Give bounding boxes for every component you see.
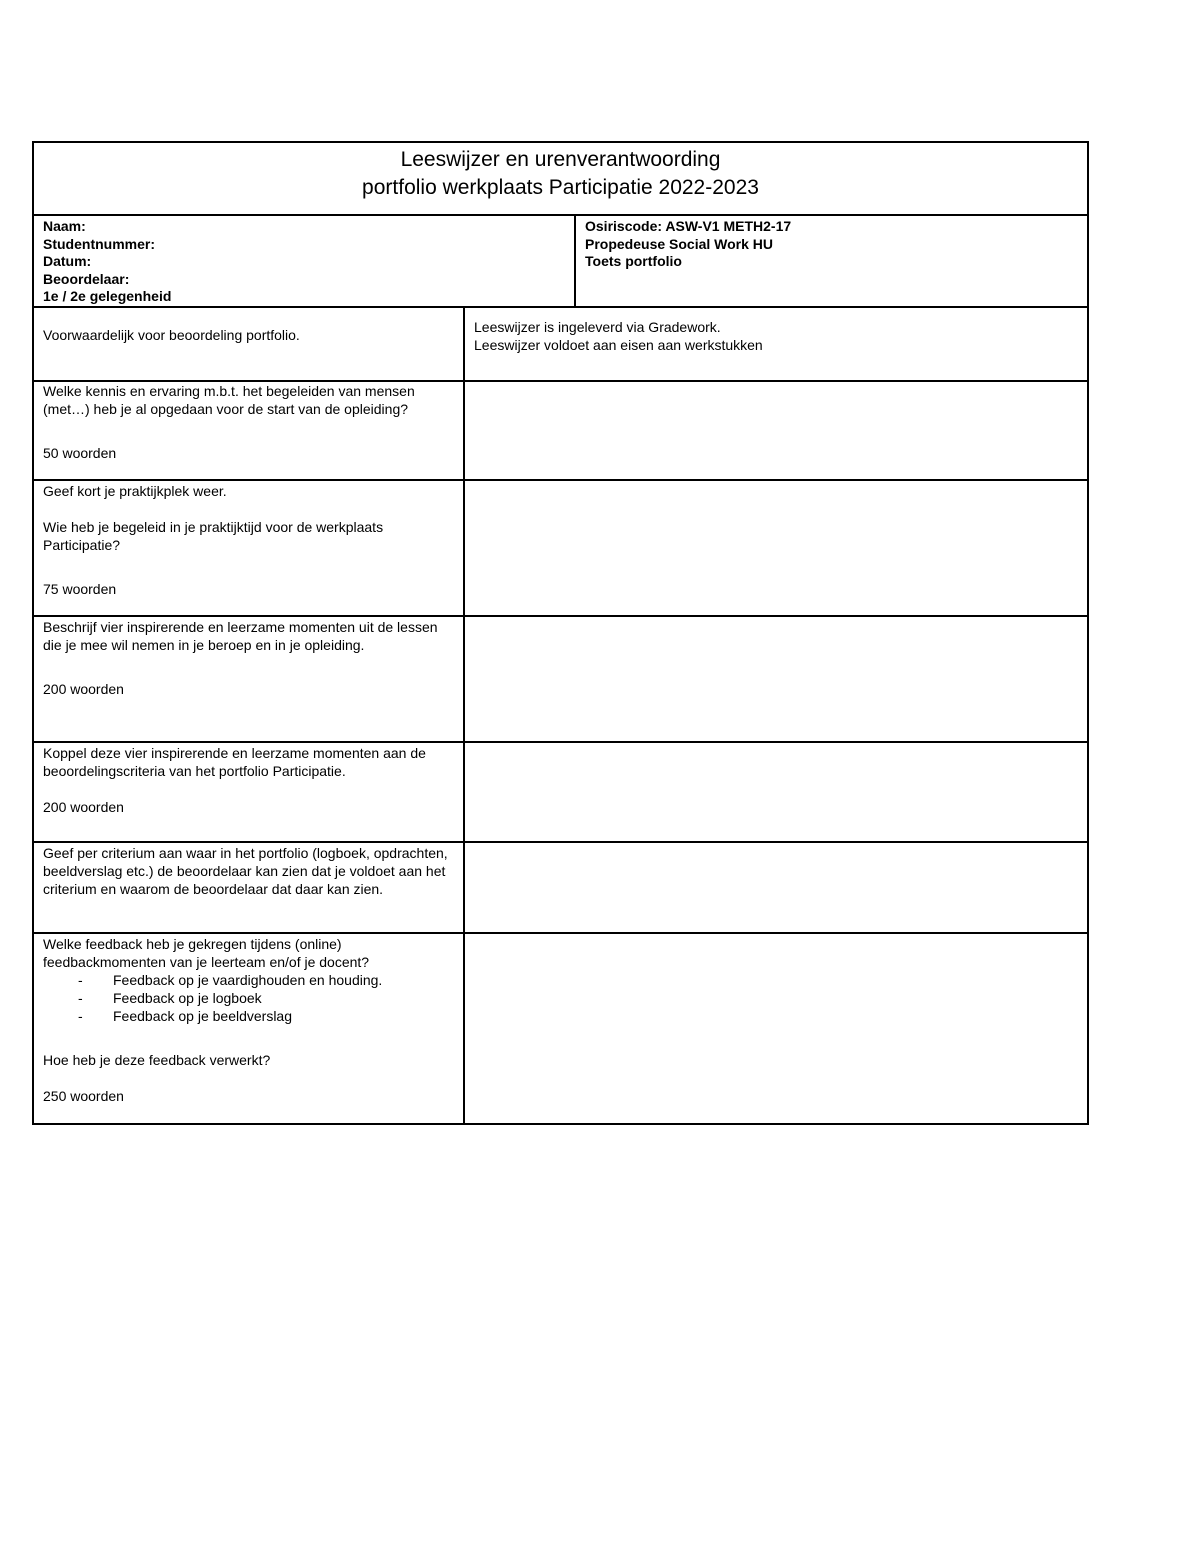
list-item: - Feedback op je logboek (43, 989, 454, 1007)
student-info-row (34, 216, 1087, 308)
question-cell (34, 934, 465, 1123)
question-text: Welke feedback heb je gekregen tijdens (online) feedbackmomenten van je leerteam en/of je docent? (43, 936, 370, 970)
answer-line: Leeswijzer voldoet aan eisen aan werkstukken (474, 337, 763, 353)
title-line-2: portfolio werkplaats Participatie 2022-2023 (362, 176, 759, 199)
question-cell (34, 308, 465, 380)
question-text: Beschrijf vier inspirerende en leerzame momenten uit de lessen die je mee wil nemen in je beroep en in je opleiding. (43, 619, 438, 653)
word-count: 250 woorden (43, 1088, 124, 1104)
question-text: Voorwaardelijk voor beoordeling portfolio. (43, 327, 300, 343)
document-title (34, 143, 1087, 216)
osiris-code: Osiriscode: ASW-V1 METH2-17 (585, 218, 792, 234)
question-cell (34, 743, 465, 841)
question-cell (34, 382, 465, 479)
list-item: - Feedback op je beeldverslag (43, 1007, 454, 1025)
question-text: Geef kort je praktijkplek weer. (43, 483, 227, 499)
table-row (34, 743, 1087, 843)
student-details-cell (34, 216, 576, 306)
word-count: 200 woorden (43, 681, 124, 697)
answer-cell[interactable] (465, 934, 1087, 1123)
answer-cell[interactable] (465, 617, 1087, 741)
question-text: Wie heb je begeleid in je praktijktijd voor de werkplaats Participatie? (43, 519, 384, 553)
question-cell (34, 617, 465, 741)
table-row (34, 843, 1087, 934)
table-row (34, 934, 1087, 1123)
program-name: Propedeuse Social Work HU (585, 235, 774, 252)
answer-line: Leeswijzer is ingeleverd via Gradework. (474, 319, 721, 335)
question-text: Geef per criterium aan waar in het portfolio (logboek, opdrachten, beeldverslag etc.) de beoordelaar kan zien dat je voldoet aan het criterium en waarom de beoordelaar dat daar kan zien. (43, 845, 448, 897)
question-text: Hoe heb je deze feedback verwerkt? (43, 1052, 271, 1068)
course-details-cell (576, 216, 1087, 306)
test-type: Toets portfolio (585, 253, 682, 270)
table-row (34, 617, 1087, 743)
word-count: 75 woorden (43, 581, 117, 597)
answer-cell[interactable] (465, 481, 1087, 615)
date-label: Datum: (43, 253, 92, 270)
answer-cell[interactable] (465, 382, 1087, 479)
question-cell (34, 481, 465, 615)
student-number-label: Studentnummer: (43, 235, 155, 252)
table-row (34, 382, 1087, 481)
feedback-list (43, 971, 454, 1025)
name-label: Naam: (43, 218, 86, 234)
answer-cell[interactable] (465, 843, 1087, 932)
question-cell (34, 843, 465, 932)
table-row (34, 308, 1087, 382)
reading-guide-table (32, 141, 1089, 1125)
answer-cell[interactable] (465, 743, 1087, 841)
table-row (34, 481, 1087, 617)
word-count: 50 woorden (43, 445, 117, 461)
attempt-label: 1e / 2e gelegenheid (43, 288, 172, 305)
assessor-label: Beoordelaar: (43, 270, 130, 287)
list-item: - Feedback op je vaardighouden en houding. (43, 971, 454, 989)
answer-cell[interactable] (465, 308, 1087, 380)
word-count: 200 woorden (43, 799, 124, 815)
title-line-1: Leeswijzer en urenverantwoording (400, 148, 721, 171)
question-text: Koppel deze vier inspirerende en leerzame momenten aan de beoordelingscriteria van het portfolio Participatie. (43, 745, 426, 779)
question-text: Welke kennis en ervaring m.b.t. het begeleiden van mensen (met…) heb je al opgedaan voor de start van de opleiding? (43, 383, 415, 417)
